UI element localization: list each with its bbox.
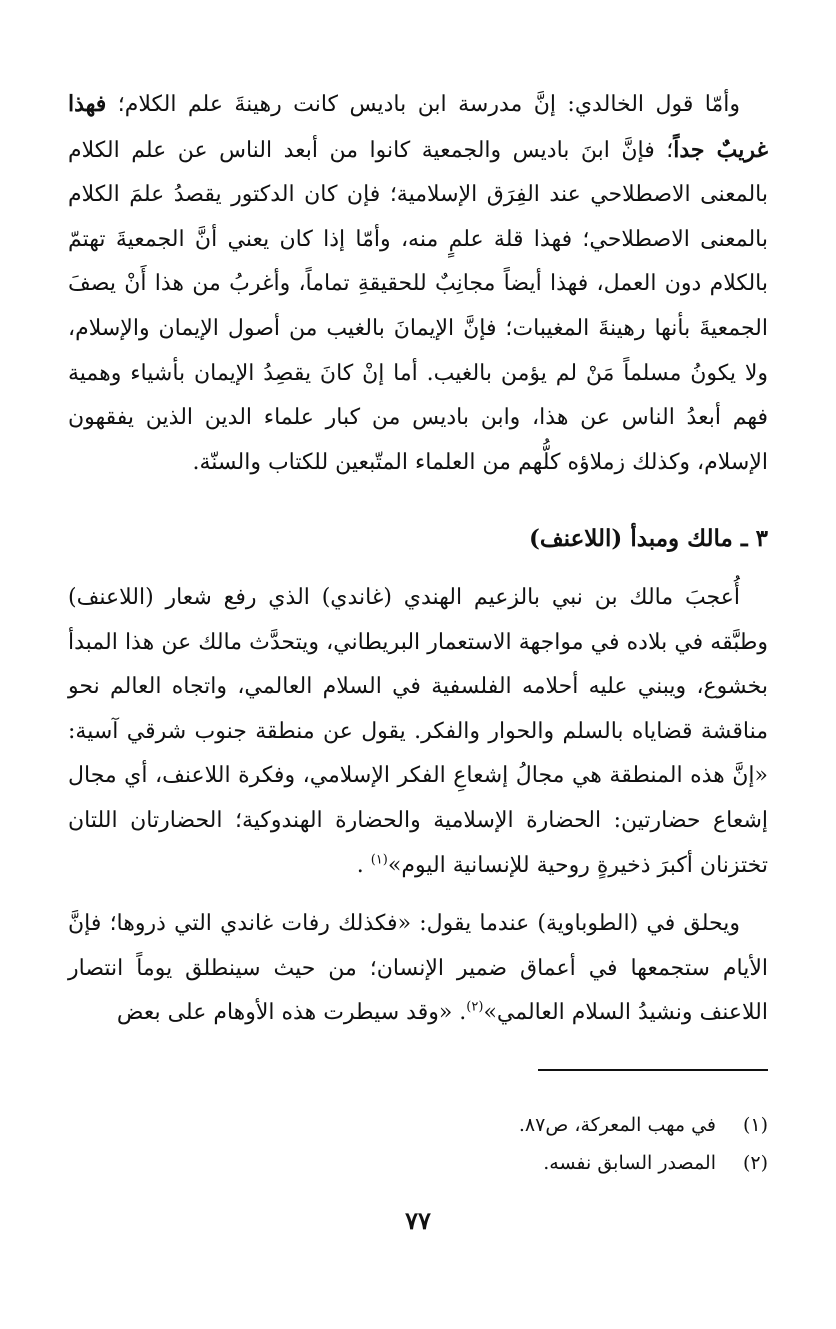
section-gap — [68, 485, 768, 513]
footnote-text: في مهب المعركة، ص٨٧. — [518, 1114, 716, 1136]
paragraph-gap — [68, 888, 768, 902]
footnote-item — [68, 1144, 768, 1182]
paragraph-gandhi — [68, 576, 768, 888]
footnote-divider — [538, 1069, 768, 1071]
section-heading: ٣ ـ مالك ومبدأ (اللاعنف) — [528, 525, 768, 553]
main-text — [68, 82, 768, 1036]
paragraph-utopia — [68, 902, 768, 1036]
paragraph-khalidi — [68, 82, 768, 485]
page-number: ٧٧ — [405, 1206, 431, 1235]
paragraph-khalidi-part2: ؛ فإنَّ ابنَ باديس والجمعية كانوا من أبعد الناس عن علم الكلام بالمعنى الاصطلاحي عند الفِرَق الإسلامية؛ فإن كان الدكتور يقصدُ علمَ الكلام بالمعنى الاصطلاحي؛ فهذا قلة علمٍ منه، وأمّا إذا كان يعني أنَّ الجمعيةَ تهتمّ بالكلام دون العمل، فهذا أيضاً مجانِبٌ للحقيقةِ تماماً، وأغربُ من هذا أَنْ يصفَ الجمعيةَ بأنها رهينةَ المغيبات؛ فإنَّ الإيمانَ بالغيب من أصول الإيمان والإسلام، ولا يكونُ مسلماً مَنْ لم يؤمن بالغيب. أما إنْ كانَ يقصِدُ الإيمان بأشياء وهمية فهم أبعدُ الناس عن هذا، وابن باديس من كبار علماء الدين الذين يفقهون الإسلام، وكذلك زملاؤه كلُّهم من العلماء المتّبعين للكتاب والسنّة. — [68, 137, 768, 475]
footnote-number: (٢) — [742, 1152, 768, 1174]
footnote-text: المصدر السابق نفسه. — [543, 1152, 716, 1174]
paragraph-khalidi-part1: وأمّا قول الخالدي: إنَّ مدرسة ابن باديس كانت رهينةَ علم الكلام؛ — [106, 92, 740, 117]
footnote-item — [68, 1106, 768, 1144]
footnote-ref-1[interactable]: (١) — [370, 852, 388, 868]
paragraph-utopia-part1: ويحلق في (الطوباوية) عندما يقول: «فكذلك رفات غاندي التي ذروها؛ فإنَّ الأيام ستجمعها في أعماق ضمير الإنسان؛ من حيث سينطلق يوماً انتصار اللاعنف ونشيدُ السلام العالمي» — [68, 911, 768, 1026]
footnotes — [68, 1106, 768, 1182]
paragraph-gandhi-text: أُعجبَ مالك بن نبي بالزعيم الهندي (غاندي) الذي رفع شعار (اللاعنف) وطبَّقه في بلاده في مواجهة الاستعمار البريطاني، ويتحدَّث مالك عن هذا المبدأ بخشوع، ويبني عليه أحلامه الفلسفية في السلام العالمي، واتجاه العالم نحو مناقشة قضاياه بالسلم والحوار والفكر. يقول عن منطقة جنوب شرقي آسية: «إنَّ هذه المنطقة هي مجالُ إشعاعِ الفكر الإسلامي، وفكرة اللاعنف، أي مجال إشعاع حضارتين: الحضارة الإسلامية والحضارة الهندوكية؛ الحضارتان اللتان تختزنان أكبرَ ذخيرةٍ روحية للإنسانية اليوم» — [68, 584, 768, 878]
paragraph-khalidi-bold: فهذا غريبٌ جداً — [68, 91, 768, 163]
paragraph-gandhi-end: . — [356, 852, 371, 878]
footnote-ref-2[interactable]: (٢) — [466, 999, 484, 1015]
footnote-number: (١) — [742, 1114, 768, 1136]
paragraph-utopia-part2: . «وقد سيطرت هذه الأوهام على بعض — [116, 1000, 467, 1026]
